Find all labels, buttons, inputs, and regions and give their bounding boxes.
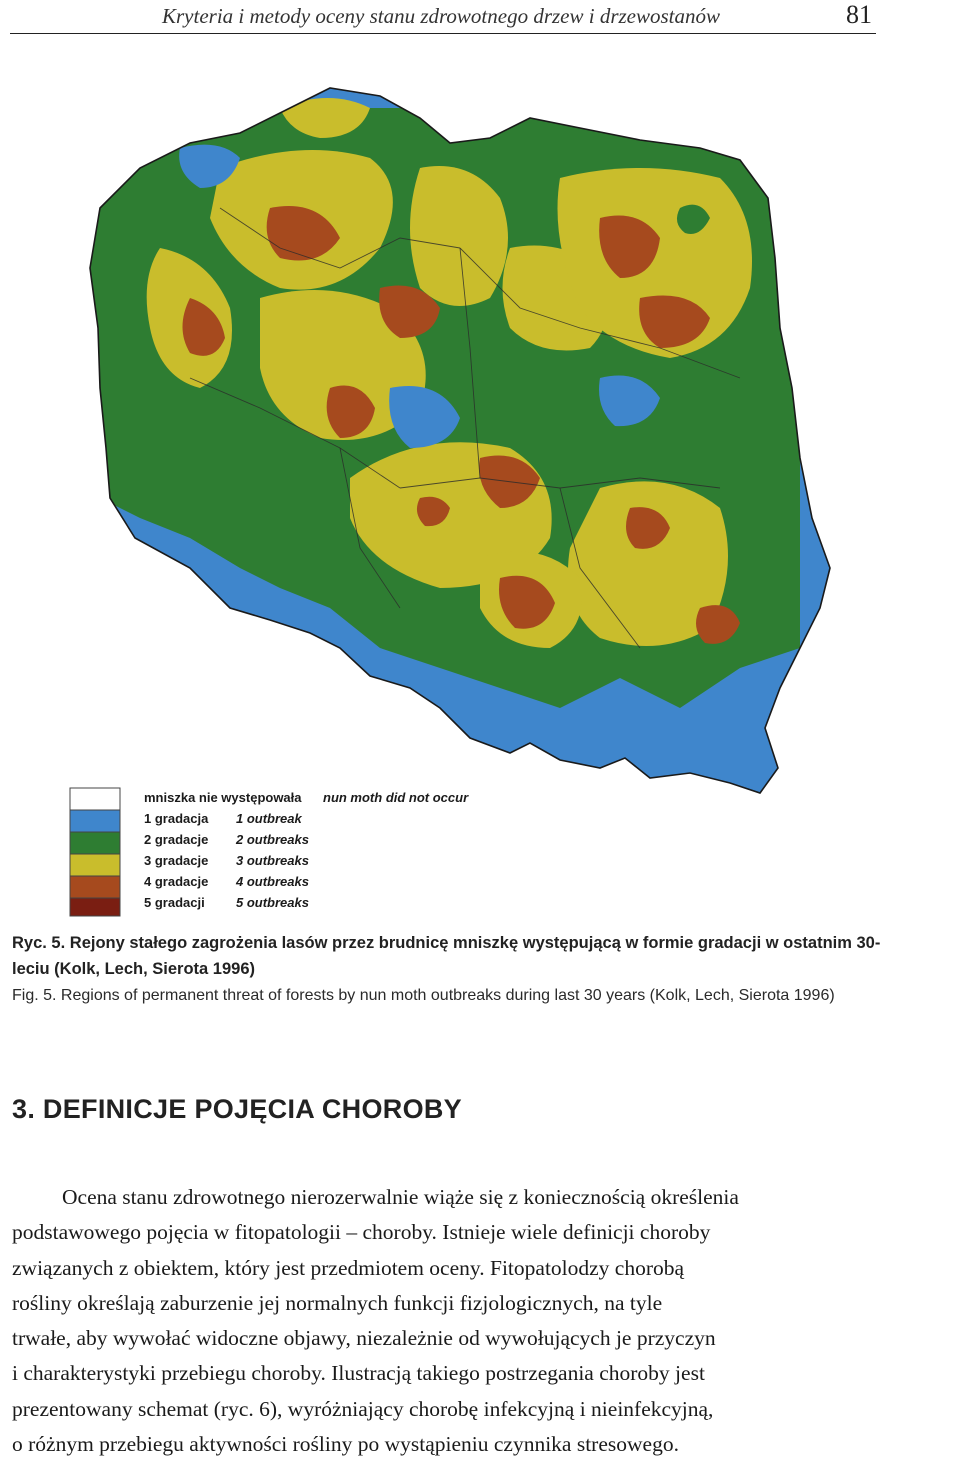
legend-label-en-4: 4 outbreaks (236, 874, 309, 889)
running-header (0, 0, 960, 40)
legend-label-en-1: 1 outbreak (236, 811, 302, 826)
figure-caption-polish: Ryc. 5. Rejony stałego zagrożenia lasów przez brudnicę mniszkę występującą w formie gradacji w ostatnim 30-leciu (Kolk, Lech, Sierota 1996) (12, 934, 881, 978)
legend-label-en-5: 5 outbreaks (236, 895, 309, 910)
figure-caption-english: Fig. 5. Regions of permanent threat of forests by nun moth outbreaks during last 30 years (Kolk, Lech, Sierota 1996) (12, 987, 835, 1004)
legend-label-pl-2: 2 gradacje (144, 832, 209, 847)
body-paragraph (12, 1180, 874, 1462)
section-heading: 3. DEFINICJE POJĘCIA CHOROBY (12, 1094, 462, 1124)
paragraph-line: prezentowany schemat (ryc. 6), wyróżniający chorobę infekcyjną i nieinfekcyjną, (12, 1396, 714, 1421)
paragraph-line: i charakterystyki przebiegu choroby. Ilustracją takiego postrzegania choroby jest (12, 1361, 705, 1386)
legend-label-pl-1: 1 gradacja (144, 811, 209, 826)
legend-label-en-2: 2 outbreaks (236, 832, 309, 847)
legend-label-en-0: nun moth did not occur (323, 790, 469, 805)
paragraph-line: rośliny określają zaburzenie jej normalnych funkcji fizjologicznych, na tyle (12, 1290, 663, 1315)
running-title: Kryteria i metody oceny stanu zdrowotnego drzew i drzewostanów (162, 4, 721, 28)
legend-label-en-3: 3 outbreaks (236, 853, 309, 868)
paragraph-line: związanych z obiektem, który jest przedmiotem oceny. Fitopatolodzy chorobą (12, 1255, 685, 1280)
legend-label-pl-0: mniszka nie występowała (144, 790, 302, 805)
page-number: 81 (846, 0, 872, 29)
paragraph-line: o różnym przebiegu aktywności rośliny po wystąpieniu czynnika stresowego. (12, 1432, 679, 1457)
legend-label-pl-3: 3 gradacje (144, 853, 209, 868)
header-rule (10, 33, 876, 34)
map-zones (40, 48, 920, 918)
nun-moth-outbreak-map (40, 48, 920, 918)
map-legend (70, 788, 469, 916)
legend-label-pl-4: 4 gradacje (144, 874, 209, 889)
paragraph-line: podstawowego pojęcia w fitopatologii – choroby. Istnieje wiele definicji choroby (12, 1220, 711, 1245)
paragraph-line: Ocena stanu zdrowotnego nierozerwalnie wiąże się z koniecznością określenia (62, 1185, 739, 1209)
paragraph-line: trwałe, aby wywołać widoczne objawy, niezależnie od wywołujących je przyczyn (12, 1326, 716, 1351)
legend-label-pl-5: 5 gradacji (144, 895, 205, 910)
